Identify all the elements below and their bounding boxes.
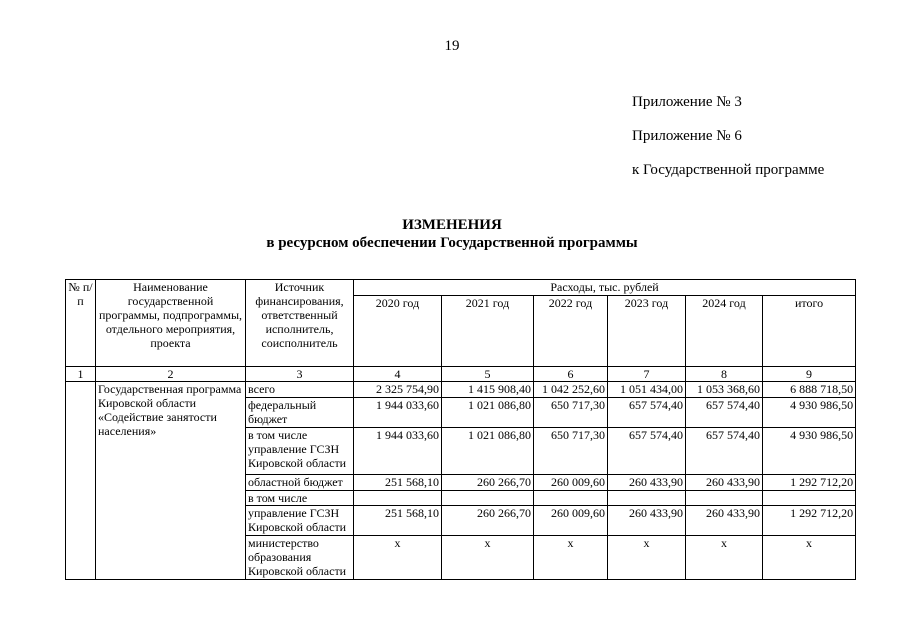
value-cell: 260 266,70 [442, 506, 534, 536]
value-cell: 1 042 252,60 [534, 382, 608, 398]
col-number: 3 [246, 367, 354, 382]
value-cell [686, 491, 763, 506]
value-cell: 1 021 086,80 [442, 428, 534, 475]
value-cell [763, 491, 856, 506]
row-source: управление ГСЗН Кировской области [246, 506, 354, 536]
header-num: № п/п [66, 280, 96, 367]
value-cell: 1 292 712,20 [763, 475, 856, 491]
value-cell: 260 009,60 [534, 506, 608, 536]
row-source: всего [246, 382, 354, 398]
col-number: 2 [96, 367, 246, 382]
col-number: 7 [608, 367, 686, 382]
document-title [0, 216, 904, 252]
header-source: Источник финансирования, ответственный исполнитель, соисполнитель [246, 280, 354, 367]
value-cell: 251 568,10 [354, 475, 442, 491]
row-source: в том числе [246, 491, 354, 506]
value-cell: 251 568,10 [354, 506, 442, 536]
value-cell: х [442, 536, 534, 580]
title-line-1: ИЗМЕНЕНИЯ [402, 217, 502, 233]
annex-line-3: к Государственной программе [632, 162, 825, 178]
annex-line-1: Приложение № 3 [632, 94, 742, 110]
value-cell: 260 433,90 [686, 475, 763, 491]
value-cell [608, 491, 686, 506]
value-cell: 657 574,40 [608, 428, 686, 475]
value-cell: х [354, 536, 442, 580]
title-line-2: в ресурсном обеспечении Государственной программы [266, 235, 638, 251]
value-cell: 650 717,30 [534, 428, 608, 475]
value-cell: 260 433,90 [608, 475, 686, 491]
value-cell: х [534, 536, 608, 580]
value-cell: 260 266,70 [442, 475, 534, 491]
value-cell [354, 491, 442, 506]
value-cell: 260 433,90 [686, 506, 763, 536]
value-cell: 1 051 434,00 [608, 382, 686, 398]
value-cell: 1 944 033,60 [354, 398, 442, 428]
header-total: итого [763, 296, 856, 367]
value-cell: 260 433,90 [608, 506, 686, 536]
header-year-2022: 2022 год [534, 296, 608, 367]
header-year-2023: 2023 год [608, 296, 686, 367]
row-source: федеральный бюджет [246, 398, 354, 428]
col-number: 4 [354, 367, 442, 382]
annex-line-2: Приложение № 6 [632, 128, 742, 144]
header-year-2020: 2020 год [354, 296, 442, 367]
col-number: 1 [66, 367, 96, 382]
value-cell: 4 930 986,50 [763, 428, 856, 475]
value-cell: 4 930 986,50 [763, 398, 856, 428]
page-number: 19 [444, 38, 460, 54]
value-cell: 1 021 086,80 [442, 398, 534, 428]
value-cell: 650 717,30 [534, 398, 608, 428]
col-number: 9 [763, 367, 856, 382]
header-name: Наименование государственной программы, подпрограммы, отдельного мероприятия, проекта [96, 280, 246, 367]
value-cell: х [608, 536, 686, 580]
col-number: 6 [534, 367, 608, 382]
row-source: областной бюджет [246, 475, 354, 491]
value-cell: 1 944 033,60 [354, 428, 442, 475]
value-cell: х [686, 536, 763, 580]
value-cell: 2 325 754,90 [354, 382, 442, 398]
value-cell [442, 491, 534, 506]
value-cell: 260 009,60 [534, 475, 608, 491]
header-expenses: Расходы, тыс. рублей [354, 280, 856, 296]
value-cell: 657 574,40 [608, 398, 686, 428]
table-row [66, 382, 856, 398]
row-source: министерство образования Кировской области [246, 536, 354, 580]
value-cell: 1 292 712,20 [763, 506, 856, 536]
header-year-2024: 2024 год [686, 296, 763, 367]
resource-table [65, 279, 856, 580]
value-cell: 657 574,40 [686, 398, 763, 428]
value-cell [534, 491, 608, 506]
row-source: в том числе управление ГСЗН Кировской области [246, 428, 354, 475]
value-cell: х [763, 536, 856, 580]
row-num-cell [66, 382, 96, 580]
value-cell: 6 888 718,50 [763, 382, 856, 398]
value-cell: 1 053 368,60 [686, 382, 763, 398]
program-name: Государственная программа Кировской области «Содействие занятости населения» [96, 382, 246, 580]
col-number: 8 [686, 367, 763, 382]
value-cell: 1 415 908,40 [442, 382, 534, 398]
header-year-2021: 2021 год [442, 296, 534, 367]
value-cell: 657 574,40 [686, 428, 763, 475]
col-number: 5 [442, 367, 534, 382]
